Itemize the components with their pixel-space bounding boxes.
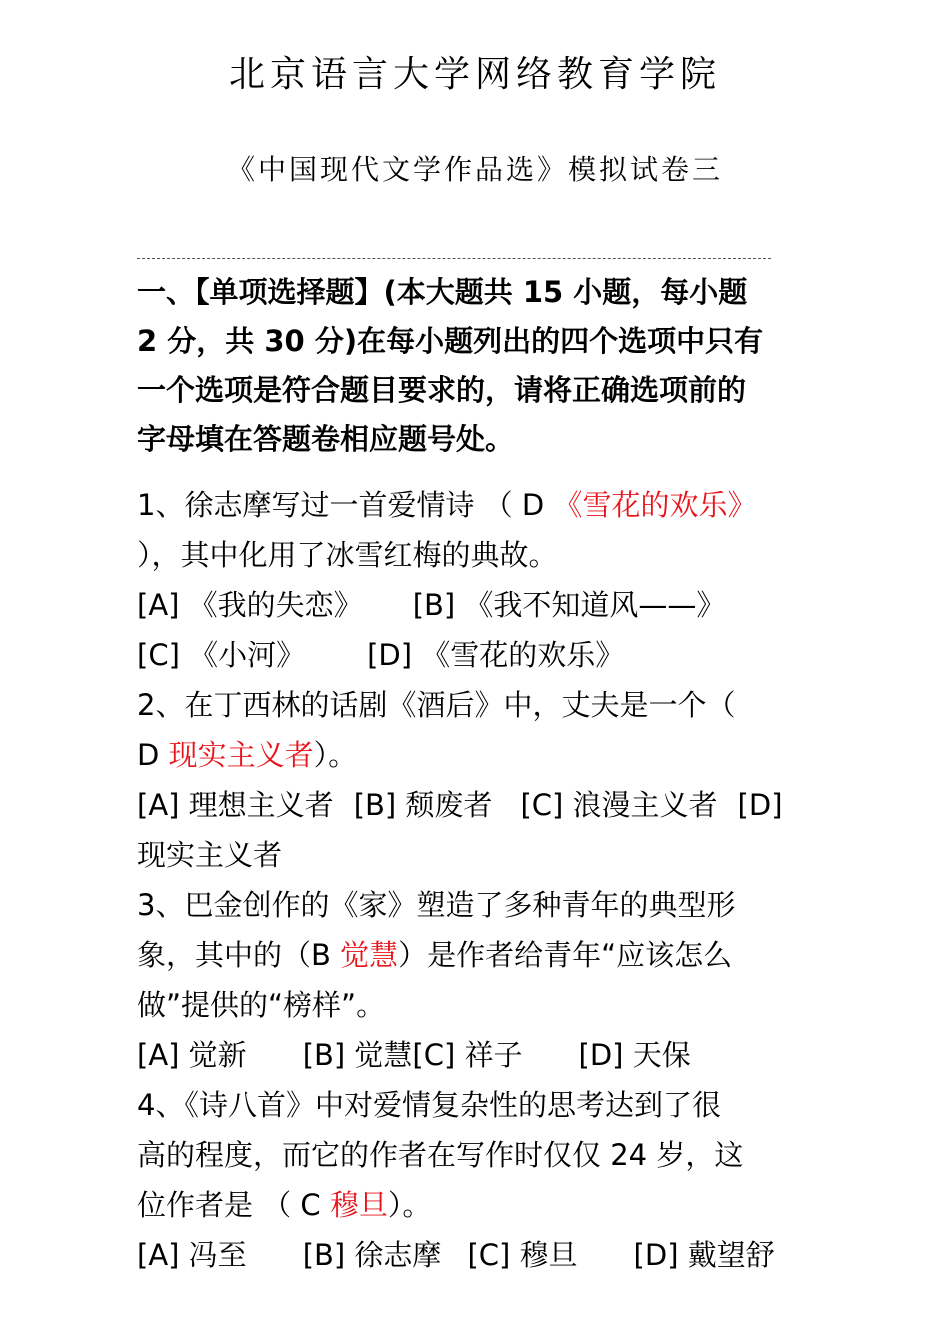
option-c: [C] 穆旦: [467, 1238, 578, 1272]
section-heading: [137, 268, 827, 464]
question-4-options: [137, 1230, 827, 1280]
question-3-stem: 3、巴金创作的《家》塑造了多种青年的典型形: [137, 888, 736, 922]
option-b: [B] 颓废者: [353, 788, 493, 822]
option-a: [A] 理想主义者: [137, 788, 334, 822]
section-heading-line: 一个选项是符合题目要求的，请将正确选项前的: [137, 373, 747, 407]
question-4-answer: 穆旦: [329, 1188, 388, 1222]
option-c: [C] 《小河》: [137, 638, 306, 672]
option-d: [D] 《雪花的欢乐》: [367, 638, 625, 672]
question-3-answer: 觉慧: [340, 938, 399, 972]
section-heading-line: 2 分，共 30 分)在每小题列出的四个选项中只有: [137, 324, 764, 358]
dashed-divider: [137, 258, 771, 259]
question-1-options: [137, 630, 827, 680]
question-3-stem-cont: [137, 930, 827, 980]
question-text: ）是作者给青年“应该怎么: [398, 938, 733, 972]
question-list: [137, 480, 827, 1280]
question-text: ）。: [313, 738, 358, 772]
option-d: [D] 戴望舒: [633, 1238, 775, 1272]
option-a: [A] 《我的失恋》: [137, 588, 363, 622]
option-d: [D] 天保: [578, 1038, 691, 1072]
question-2-options: [137, 780, 827, 830]
option-c: [C] 浪漫主义者: [520, 788, 718, 822]
question-text: 位作者是 （ C: [137, 1188, 330, 1222]
option-d: [D]: [737, 788, 783, 822]
question-text: 1、徐志摩写过一首爱情诗 （ D: [137, 488, 554, 522]
section-heading-line: 字母填在答题卷相应题号处。: [137, 422, 515, 456]
question-1-stem: [137, 480, 827, 530]
question-1-answer: 《雪花的欢乐》: [553, 488, 757, 522]
question-text: ）。: [387, 1188, 432, 1222]
question-4-stem-cont: 高的程度，而它的作者在写作时仅仅 24 岁，这: [137, 1138, 744, 1172]
question-text: D: [137, 738, 169, 772]
option-b: [B] 《我不知道风——》: [412, 588, 726, 622]
option-a: [A] 冯至: [137, 1238, 247, 1272]
exam-title: 《中国现代文学作品选》模拟试卷三: [226, 153, 723, 186]
question-3-options: [137, 1030, 827, 1080]
school-name: 北京语言大学网络教育学院: [228, 54, 721, 95]
option-b: [B] 徐志摩: [302, 1238, 442, 1272]
option-b-c: [B] 觉慧[C] 祥子: [302, 1038, 523, 1072]
question-4-stem-cont: [137, 1180, 827, 1230]
question-text: 象，其中的（B: [137, 938, 341, 972]
section-heading-line: 一、【单项选择题】(本大题共 15 小题，每小题: [137, 275, 748, 309]
question-1-stem-cont: ），其中化用了冰雪红梅的典故。: [137, 538, 558, 572]
question-2-stem: 2、在丁西林的话剧《酒后》中，丈夫是一个（: [137, 688, 736, 722]
question-3-stem-cont: 做”提供的“榜样”。: [137, 988, 386, 1022]
option-a: [A] 觉新: [137, 1038, 247, 1072]
question-1-options: [137, 580, 827, 630]
option-d-cont: 现实主义者: [137, 838, 283, 872]
question-2-stem-cont: [137, 730, 827, 780]
question-4-stem: 4、《诗八首》中对爱情复杂性的思考达到了很: [137, 1088, 721, 1122]
question-2-answer: 现实主义者: [168, 738, 314, 772]
